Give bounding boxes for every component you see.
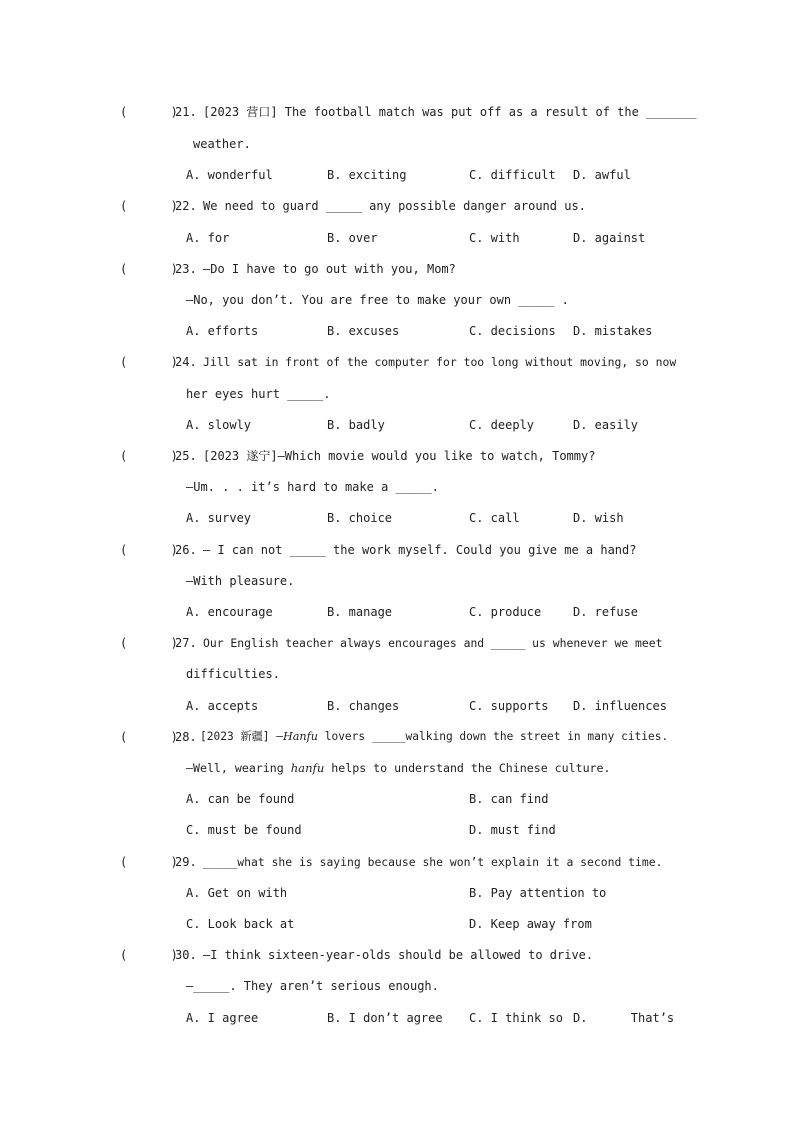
dialogue-reply: —With pleasure. [186, 574, 295, 588]
option-d: D. against [573, 231, 646, 245]
option-d: D. wish [573, 511, 624, 525]
answer-blank[interactable]: ( ) [120, 948, 178, 962]
dialogue-reply: —Um. . . it’s hard to make a _____. [186, 480, 439, 494]
option-a: A. accepts [186, 699, 259, 713]
question-stem: [2023 营口] The football match was put off as a result of the _______ [203, 105, 697, 119]
answer-blank[interactable]: ( ) [120, 636, 178, 650]
question-stem: Jill sat in front of the computer for too long without moving, so now [203, 355, 677, 369]
option-a: A. slowly [186, 418, 252, 432]
hanfu-italic: hanfu [290, 761, 325, 775]
option-c: C. difficult [469, 168, 556, 182]
question-number: 29. [175, 855, 197, 869]
option-c: C. decisions [469, 324, 556, 338]
option-a: A. wonderful [186, 168, 273, 182]
answer-blank[interactable]: ( ) [120, 730, 178, 744]
option-b: B. choice [327, 511, 393, 525]
question-stem: _____what she is saying because she won’t explain it a second time. [203, 855, 663, 869]
question-stem-continued: weather. [193, 137, 251, 151]
answer-blank[interactable]: ( ) [120, 855, 178, 869]
dialogue-reply: —Well, wearing hanfu helps to understand the Chinese culture. [186, 761, 611, 775]
answer-blank[interactable]: ( ) [120, 105, 178, 119]
option-a: A. Get on with [186, 886, 288, 900]
answer-blank[interactable]: ( ) [120, 262, 178, 276]
option-c: C. I think so [469, 1011, 563, 1025]
option-b: B. manage [327, 605, 393, 619]
answer-blank[interactable]: ( ) [120, 355, 178, 369]
option-c: C. produce [469, 605, 542, 619]
option-a: A. encourage [186, 605, 273, 619]
option-c: C. with [469, 231, 520, 245]
option-d: D. refuse [573, 605, 639, 619]
option-b: B. changes [327, 699, 400, 713]
question-number: 25. [175, 449, 197, 463]
question-stem-continued: her eyes hurt _____. [186, 387, 331, 401]
option-b: B. exciting [327, 168, 407, 182]
option-a: A. can be found [186, 792, 295, 806]
option-d: D. That’s [573, 1011, 675, 1025]
dialogue-reply: —No, you don’t. You are free to make your own _____ . [186, 293, 569, 307]
question-number: 27. [175, 636, 197, 650]
question-number: 23. [175, 262, 197, 276]
question-stem: —I think sixteen-year-olds should be allowed to drive. [203, 948, 594, 962]
option-a: A. I agree [186, 1011, 259, 1025]
option-c: C. supports [469, 699, 549, 713]
question-stem: [2023 新疆] —Hanfu lovers _____walking down the street in many cities. [200, 730, 669, 743]
option-b: B. I don’t agree [327, 1011, 443, 1025]
answer-blank[interactable]: ( ) [120, 543, 178, 557]
question-stem: Our English teacher always encourages and _____ us whenever we meet [203, 636, 663, 650]
option-d: D. influences [573, 699, 667, 713]
option-d: D. mistakes [573, 324, 653, 338]
question-stem: [2023 遂宁]—Which movie would you like to watch, Tommy? [203, 449, 596, 463]
option-b: B. over [327, 231, 378, 245]
option-d: D. easily [573, 418, 639, 432]
question-stem-continued: difficulties. [186, 667, 280, 681]
question-stem: We need to guard _____ any possible danger around us. [203, 199, 586, 213]
question-stem: — I can not _____ the work myself. Could you give me a hand? [203, 543, 637, 557]
option-c: C. Look back at [186, 917, 295, 931]
option-d: D. awful [573, 168, 631, 182]
option-b: B. can find [469, 792, 549, 806]
option-b: B. Pay attention to [469, 886, 607, 900]
hanfu-italic: Hanfu [283, 730, 318, 743]
option-a: A. survey [186, 511, 252, 525]
question-stem: —Do I have to go out with you, Mom? [203, 262, 456, 276]
option-b: B. excuses [327, 324, 400, 338]
option-d: D. must find [469, 823, 556, 837]
question-number: 21. [175, 105, 197, 119]
question-number: 24. [175, 355, 197, 369]
option-b: B. badly [327, 418, 385, 432]
answer-blank[interactable]: ( ) [120, 449, 178, 463]
answer-blank[interactable]: ( ) [120, 199, 178, 213]
option-c: C. must be found [186, 823, 302, 837]
option-a: A. for [186, 231, 230, 245]
question-number: 22. [175, 199, 197, 213]
option-c: C. call [469, 511, 520, 525]
option-a: A. efforts [186, 324, 259, 338]
question-number: 28. [175, 730, 197, 744]
option-c: C. deeply [469, 418, 535, 432]
option-d: D. Keep away from [469, 917, 592, 931]
question-number: 30. [175, 948, 197, 962]
dialogue-reply: —_____. They aren’t serious enough. [186, 979, 439, 993]
question-number: 26. [175, 543, 197, 557]
